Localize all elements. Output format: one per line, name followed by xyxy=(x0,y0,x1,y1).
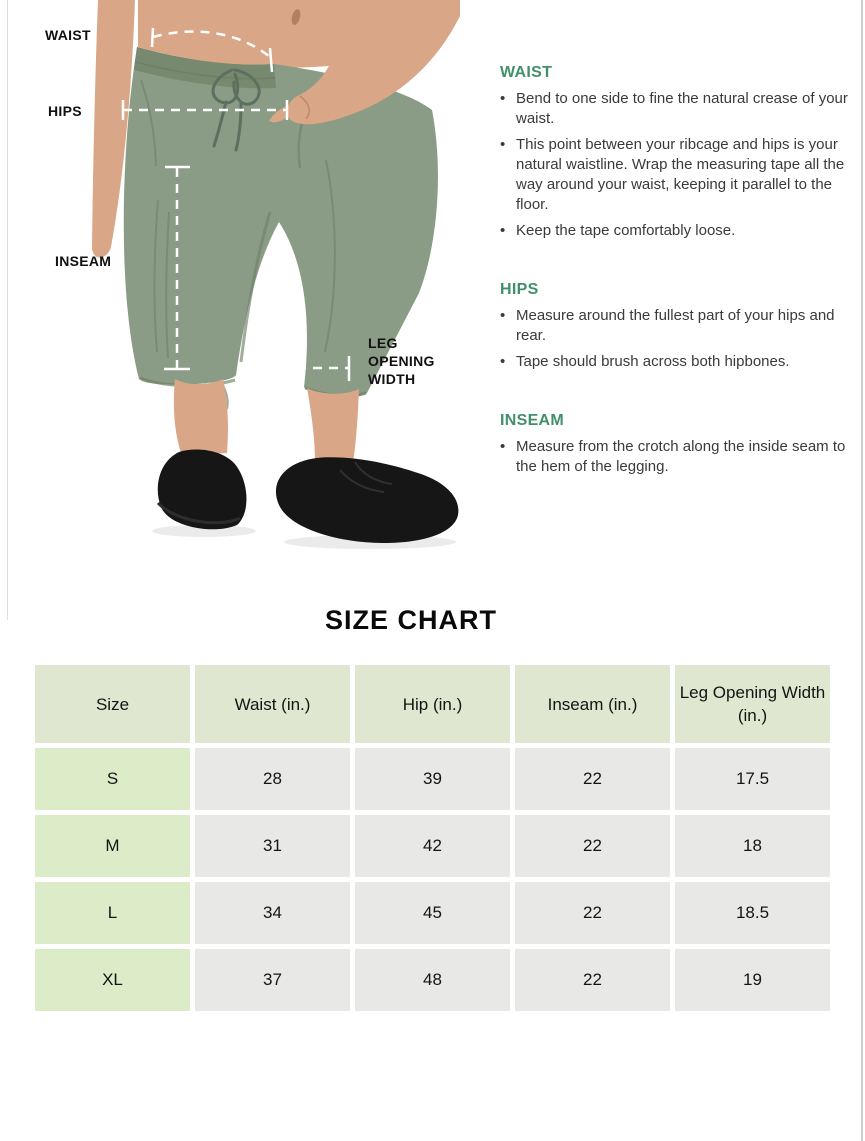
col-header-inseam: Inseam (in.) xyxy=(515,665,670,743)
bullet-text: Measure from the crotch along the inside seam to the hem of the legging. xyxy=(516,438,846,475)
measuring-instructions xyxy=(500,64,854,517)
bullet-dot: • xyxy=(500,222,506,239)
instruction-bullet xyxy=(500,306,854,346)
instruction-bullet xyxy=(500,135,854,215)
bullet-text: Bend to one side to fine the natural crease of your waist. xyxy=(516,90,848,127)
bullet-dot: • xyxy=(500,90,506,107)
leg-opening-diagram-label: LEG OPENING WIDTH xyxy=(368,335,435,387)
instruction-bullet xyxy=(500,437,854,477)
bullet-dot: • xyxy=(500,353,506,370)
waist-diagram-label: WAIST xyxy=(45,27,91,43)
inseam-value-cell: 22 xyxy=(515,882,670,944)
waist-value-cell: 28 xyxy=(195,748,350,810)
waist-value-cell: 34 xyxy=(195,882,350,944)
figure-right-calf xyxy=(307,388,359,463)
bullet-text: Keep the tape comfortably loose. xyxy=(516,222,736,239)
size-row-m xyxy=(35,815,830,877)
bullet-text: Tape should brush across both hipbones. xyxy=(516,353,790,370)
instruction-section-waist xyxy=(500,64,854,241)
bullet-text: Measure around the fullest part of your hips and rear. xyxy=(516,307,835,344)
hip-value-cell: 42 xyxy=(355,815,510,877)
size-cell: S xyxy=(35,748,190,810)
instruction-section-hips xyxy=(500,281,854,372)
size-chart-table xyxy=(30,660,835,1016)
bullet-dot: • xyxy=(500,136,506,153)
hips-diagram-label: HIPS xyxy=(48,103,82,119)
figure-left-shoe xyxy=(158,450,247,530)
hip-value-cell: 48 xyxy=(355,949,510,1011)
header-row xyxy=(35,665,830,743)
instruction-bullet xyxy=(500,352,854,372)
measurement-photo xyxy=(8,0,460,560)
waist-section-heading: WAIST xyxy=(500,64,553,81)
waist-value-cell: 31 xyxy=(195,815,350,877)
col-header-hip: Hip (in.) xyxy=(355,665,510,743)
instruction-bullet xyxy=(500,89,854,129)
model-photo-illustration xyxy=(8,0,460,560)
inseam-value-cell: 22 xyxy=(515,815,670,877)
hips-section-heading: HIPS xyxy=(500,281,539,298)
image-right-border xyxy=(861,0,863,1141)
inseam-value-cell: 22 xyxy=(515,748,670,810)
col-header-size: Size xyxy=(35,665,190,743)
leg-opening-value-cell: 19 xyxy=(675,949,830,1011)
size-row-xl xyxy=(35,949,830,1011)
inseam-diagram-label: INSEAM xyxy=(55,253,112,269)
bullet-text: This point between your ribcage and hips is your natural waistline. Wrap the measuring tape all the way around your waist, keeping it parallel to the floor. xyxy=(516,136,845,213)
figure-left-calf xyxy=(174,379,228,456)
leg-opening-value-cell: 18 xyxy=(675,815,830,877)
col-header-waist: Waist (in.) xyxy=(195,665,350,743)
size-row-s xyxy=(35,748,830,810)
leg-opening-value-cell: 17.5 xyxy=(675,748,830,810)
col-header-leg-opening: Leg Opening Width (in.) xyxy=(675,665,830,743)
size-cell: M xyxy=(35,815,190,877)
bullet-dot: • xyxy=(500,438,506,455)
waist-value-cell: 37 xyxy=(195,949,350,1011)
inseam-value-cell: 22 xyxy=(515,949,670,1011)
size-chart-title: SIZE CHART xyxy=(325,605,497,635)
inseam-section-heading: INSEAM xyxy=(500,412,565,429)
size-cell: L xyxy=(35,882,190,944)
size-row-l xyxy=(35,882,830,944)
figure-right-shoe xyxy=(276,457,458,543)
instruction-bullet xyxy=(500,221,854,241)
leg-opening-value-cell: 18.5 xyxy=(675,882,830,944)
instruction-section-inseam xyxy=(500,412,854,477)
size-cell: XL xyxy=(35,949,190,1011)
bullet-dot: • xyxy=(500,307,506,324)
hip-value-cell: 45 xyxy=(355,882,510,944)
hip-value-cell: 39 xyxy=(355,748,510,810)
